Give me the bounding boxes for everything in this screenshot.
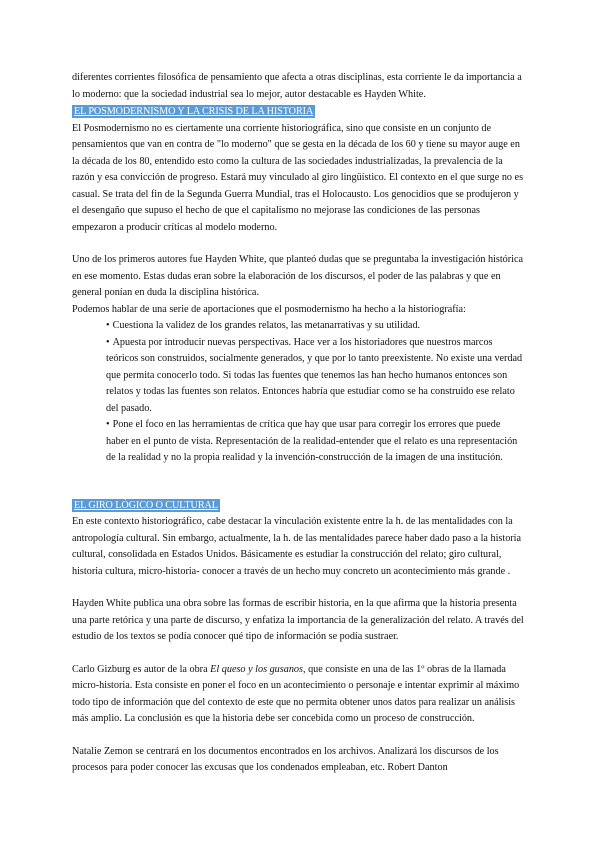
section-heading-posmodernismo: EL POSMODERNISMO Y LA CRISIS DE LA HISTORIA (74, 106, 314, 117)
giro-paragraph-4: Natalie Zemon se centrará en los documentos encontrados en los archivos. Analizará los discursos de los procesos para poder conocer las excusas que los condenados empleaban, etc. Robert Danton (72, 745, 499, 773)
section-heading-giro-cultural: EL GIRO LÓGICO O CULTURAL (74, 499, 218, 511)
giro-paragraph-3: Carlo Gizburg es autor de la obra El queso y los gusanos, que consiste en una de las 1º obras de la llamada micro-historia. Esta consiste en poner el foco en un acontecimiento o personaje e intentar exprimir al máximo todo tipo de información que del contexto de este que no permita obtener unos datos para realizar un análisis más amplio. La conclusión es que la historia debe ser concebida como un proceso de construcción. (72, 663, 520, 724)
book-title: El queso y los gusanos (210, 663, 303, 675)
posmodernismo-paragraph-2: Uno de los primeros autores fue Hayden White, que planteó dudas que se preguntaba la investigación histórica en ese momento. Estas dudas eran sobre la elaboración de los discursos, el poder de las palabras y que en general ponían en duda la disciplina histórica. (72, 254, 524, 298)
posmodernismo-paragraph-3: Podemos hablar de una serie de aportaciones que el posmodernismo ha hecho a la historiografía: (72, 303, 466, 315)
document-body (72, 70, 524, 777)
list-item (106, 335, 524, 418)
bullet-icon: • (106, 336, 110, 348)
intro-paragraph: diferentes corrientes filosófica de pensamiento que afecta a otras disciplinas, esta corriente le da importancia a lo moderno: que la sociedad industrial sea lo mejor, autor destacable es Hayden White. (72, 72, 522, 100)
list-item-text: Apuesta por introducir nuevas perspectivas. Hace ver a los historiadores que nuestros marcos teóricos son construidos, socialmente generados, y que por lo tanto preexistente. No existe una verdad que permita conocerlo todo. Si todas las fuentes que tenemos las han hecho humanos entonces son relatos y todas las fuentes son relatos. Entonces habría que estudiar como se ha construido ese relato del pasado. (106, 336, 523, 414)
aportaciones-list (72, 318, 524, 467)
bullet-icon: • (106, 419, 110, 430)
section-posmodernismo (72, 103, 524, 467)
list-item-text: Pone el foco en las herramientas de crítica que hay que usar para corregir los errores que puede haber en el punto de vista. Representación de la realidad-entender que el relato es una representación de la realidad y no la propia realidad y la invención-construcción de la imagen de una institución. (106, 419, 518, 463)
list-item-text: Cuestiona la validez de los grandes relatos, las metanarrativas y su utilidad. (112, 320, 421, 331)
list-item (106, 417, 524, 467)
giro-paragraph-1: En este contexto historiográfico, cabe destacar la vinculación existente entre la h. de las mentalidades con la antropología cultural. Sin embargo, actualmente, la h. de las mentalidades parece haber dado paso a la historia cultural, consolidada en Estados Unidos. Básicamente es estudiar la construcción del relato; giro cultural, historia cultura, micro-historia- conocer a través de un hecho muy concreto un acontecimiento más grande . (72, 516, 522, 577)
list-item (106, 318, 524, 335)
giro-paragraph-2: Hayden White publica una obra sobre las formas de escribir historia, en la que afirma que la historia presenta una parte retórica y una parte de discurso, y enfatiza la importancia de la generalización del relato. A través del estudio de los textos se podía conocer qué tipo de información se podía sustraer. (72, 598, 524, 642)
bullet-icon: • (106, 320, 110, 331)
section-giro-cultural (72, 497, 524, 777)
posmodernismo-paragraph-1: El Posmodernismo no es ciertamente una corriente historiográfica, sino que consiste en un conjunto de pensamientos que van en contra de "lo moderno" que se gesta en la década de los 60 y tiene su mayor auge en la década de los 80, entendido esto como la cultura de las sociedades industrializadas, la prevalencia de la razón y esa convicción de progreso. Estará muy vinculado al giro lingüístico. El contexto en el que surge no es casual. Se trata del fin de la Segunda Guerra Mundial, tras el Holocausto. Los genocidios que se produjeron y el desengaño que supuso el hecho de que el capitalismo no mejorase las condiciones de las personas empezaron a producir críticas al modelo moderno. (72, 122, 524, 233)
